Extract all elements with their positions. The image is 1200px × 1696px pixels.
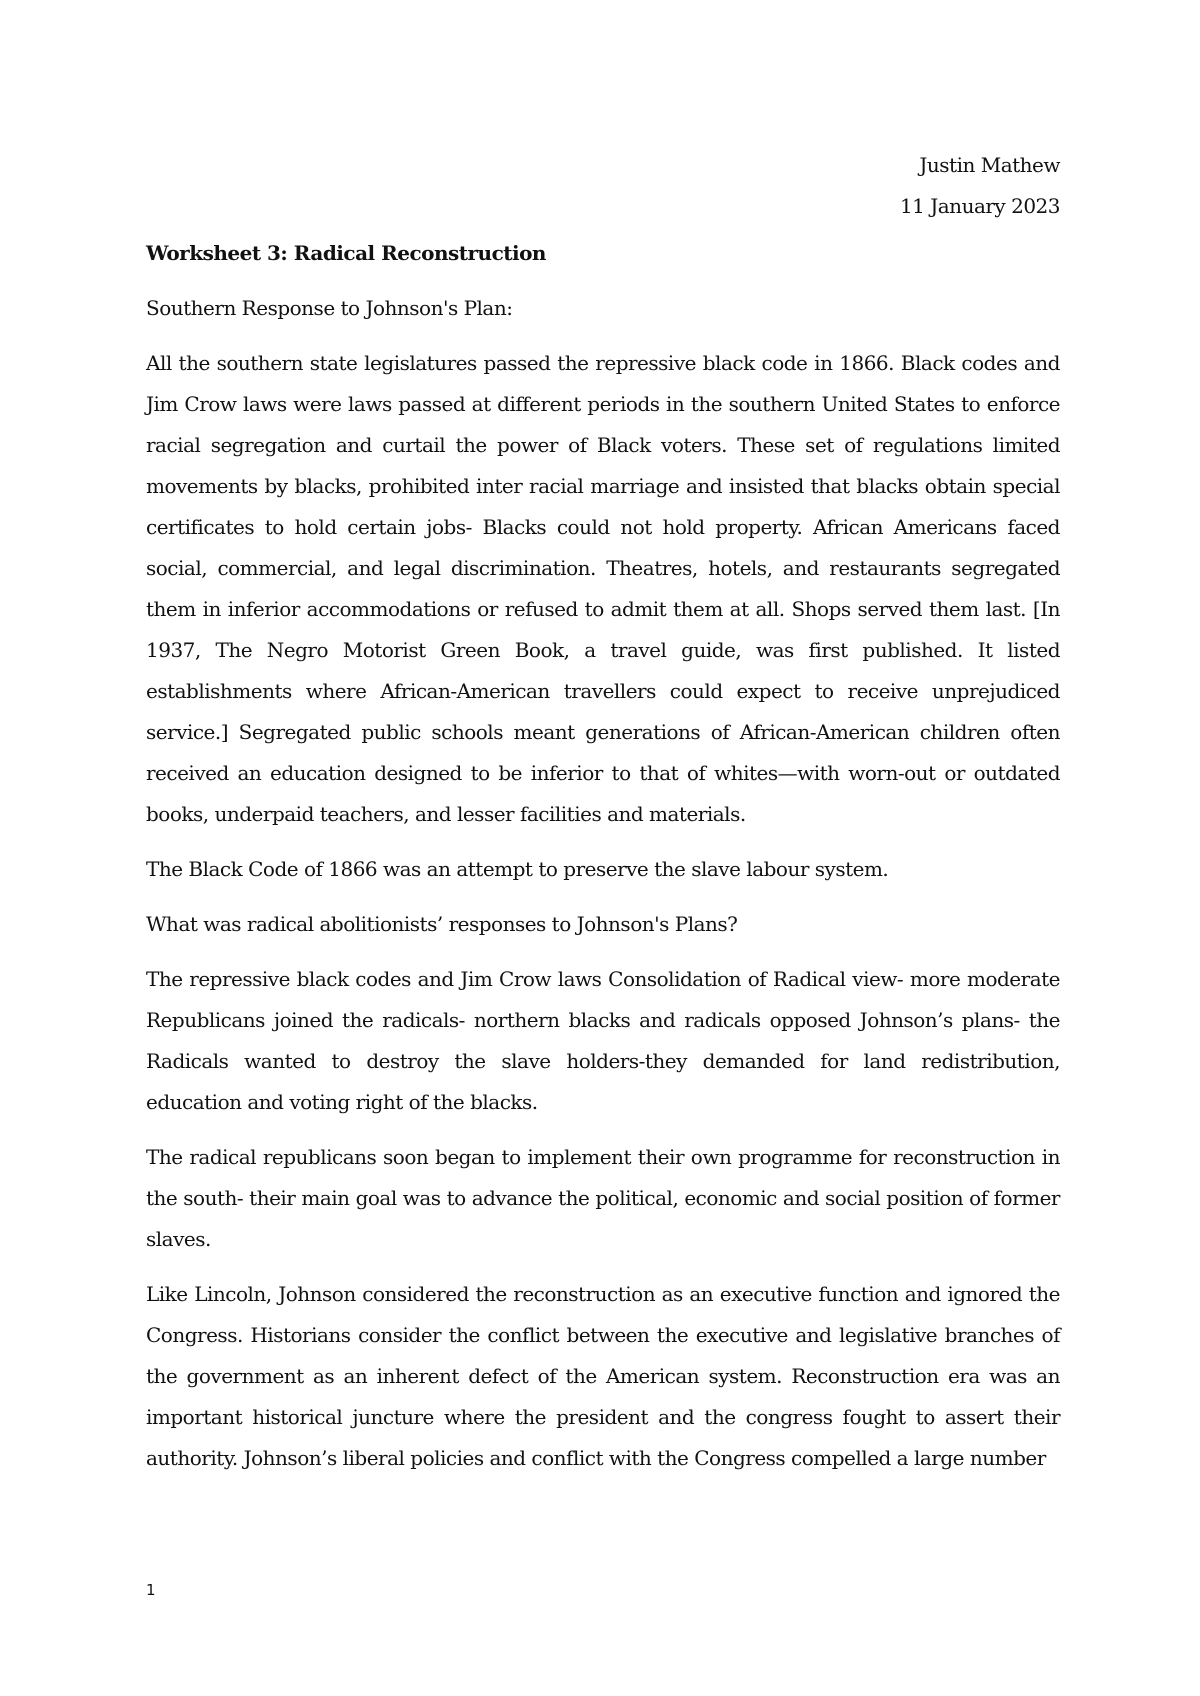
page-number: 1 [146, 1581, 156, 1599]
author-name: Justin Mathew [919, 153, 1060, 177]
section-heading: Southern Response to Johnson's Plan: [146, 296, 513, 320]
question-heading: What was radical abolitionists’ responses to Johnson's Plans? [146, 912, 738, 936]
paragraph-black-code-1866: The Black Code of 1866 was an attempt to preserve the slave labour system. [146, 857, 889, 881]
paragraph-black-codes: All the southern state legislatures passed the repressive black code in 1866. Black codes and Jim Crow laws were laws passed at different periods in the southern United States to enforce racial segregation and curtail the power of Black voters. These set of regulations limited movements by blacks, prohibited inter racial marriage and insisted that blacks obtain special certificates to hold certain jobs- Blacks could not hold property. African Americans faced social, commercial, and legal discrimination. Theatres, hotels, and restaurants segregated them in inferior accommodations or refused to admit them at all. Shops served them last. [In 1937, The Negro Motorist Green Book, a travel guide, was first published. It listed establishments where African-American travellers could expect to receive unprejudiced service.] Segregated public schools meant generations of African-American children often received an education designed to be inferior to that of whites—with worn-out or outdated books, underpaid teachers, and lesser facilities and materials. [146, 351, 1060, 826]
worksheet-title: Worksheet 3: Radical Reconstruction [146, 241, 546, 265]
paragraph-radical-response: The repressive black codes and Jim Crow laws Consolidation of Radical view- more moderate Republicans joined the radicals- northern blacks and radicals opposed Johnson’s plans- the Radicals wanted to destroy the slave holders-they demanded for land redistribution, education and voting right of the blacks. [146, 967, 1060, 1114]
document-body [146, 145, 1060, 1479]
document-date: 11 January 2023 [899, 194, 1060, 218]
paragraph-radical-republicans: The radical republicans soon began to implement their own programme for reconstruction in the south- their main goal was to advance the political, economic and social position of former slaves. [146, 1145, 1060, 1251]
paragraph-lincoln-johnson: Like Lincoln, Johnson considered the reconstruction as an executive function and ignored the Congress. Historians consider the conflict between the executive and legislative branches of the government as an inherent defect of the American system. Reconstruction era was an important historical juncture where the president and the congress fought to assert their authority. Johnson’s liberal policies and conflict with the Congress compelled a large number [146, 1282, 1060, 1470]
